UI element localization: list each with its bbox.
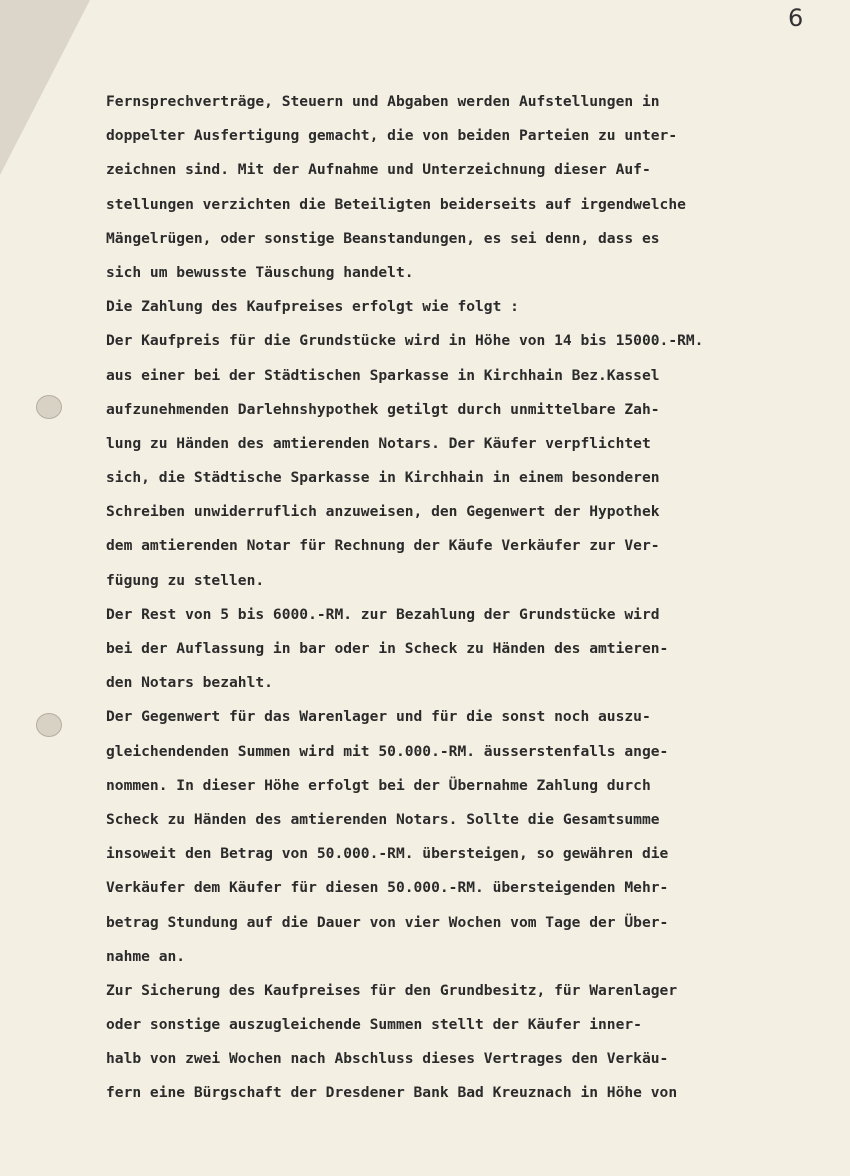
text-line: nahme an. bbox=[106, 947, 186, 965]
text-line: stellungen verzichten die Beteiligten beiderseits auf irgendwelche bbox=[106, 195, 686, 213]
text-line: bei der Auflassung in bar oder in Scheck zu Händen des amtieren- bbox=[106, 640, 669, 657]
text-line: Der Gegenwert für das Warenlager und für die sonst noch auszu- bbox=[106, 708, 651, 726]
text-line: doppelter Ausfertigung gemacht, die von beiden Parteien zu unter- bbox=[106, 127, 678, 145]
text-line: betrag Stundung auf die Dauer von vier Wochen vom Tage der Über- bbox=[106, 913, 669, 931]
text-line: Schreiben unwiderruflich anzuweisen, den Gegenwert der Hypothek bbox=[106, 503, 660, 521]
text-line: fügung zu stellen. bbox=[106, 571, 265, 589]
text-line: aus einer bei der Städtischen Sparkasse in Kirchhain Bez.Kassel bbox=[106, 366, 660, 384]
text-line: oder sonstige auszugleichende Summen stellt der Käufer inner- bbox=[106, 1016, 642, 1034]
text-line: fern eine Bürgschaft der Dresdener Bank Bad Kreuznach in Höhe von bbox=[106, 1084, 678, 1102]
text-line: nommen. In dieser Höhe erfolgt bei der Übernahme Zahlung durch bbox=[106, 776, 651, 794]
text-line: Die Zahlung des Kaufpreises erfolgt wie folgt : bbox=[106, 298, 519, 316]
text-line: gleichendenden Summen wird mit 50.000.-RM. äusserstenfalls ange- bbox=[106, 742, 669, 760]
folded-corner bbox=[0, 0, 90, 175]
text-line: dem amtierenden Notar für Rechnung der Käufe Verkäufer zur Ver- bbox=[106, 537, 660, 555]
text-line: aufzunehmenden Darlehnshypothek getilgt durch unmittelbare Zah- bbox=[106, 400, 660, 418]
text-line: Scheck zu Händen des amtierenden Notars. Sollte die Gesamtsumme bbox=[106, 810, 660, 828]
text-line: Fernsprechverträge, Steuern und Abgaben werden Aufstellungen in bbox=[106, 93, 660, 110]
text-line: lung zu Händen des amtierenden Notars. Der Käufer verpflichtet bbox=[106, 434, 651, 452]
text-line: zeichnen sind. Mit der Aufnahme und Unterzeichnung dieser Auf- bbox=[106, 161, 651, 179]
text-line: Verkäufer dem Käufer für diesen 50.000.-RM. übersteigenden Mehr- bbox=[106, 879, 669, 897]
punch-hole-top bbox=[36, 395, 62, 419]
text-line: Der Kaufpreis für die Grundstücke wird in Höhe von 14 bis 15000.-RM. bbox=[106, 332, 704, 350]
typed-contract-text bbox=[106, 85, 806, 1111]
text-line: Mängelrügen, oder sonstige Beanstandungen, es sei denn, dass es bbox=[106, 229, 660, 247]
text-line: Der Rest von 5 bis 6000.-RM. zur Bezahlung der Grundstücke wird bbox=[106, 605, 660, 623]
page-number: 6 bbox=[788, 4, 804, 32]
text-line: halb von zwei Wochen nach Abschluss dieses Vertrages den Verkäu- bbox=[106, 1050, 669, 1068]
text-line: sich um bewusste Täuschung handelt. bbox=[106, 263, 414, 281]
text-line: insoweit den Betrag von 50.000.-RM. übersteigen, so gewähren die bbox=[106, 845, 669, 863]
punch-hole-bottom bbox=[36, 713, 62, 737]
text-line: sich, die Städtische Sparkasse in Kirchhain in einem besonderen bbox=[106, 469, 660, 487]
text-line: Zur Sicherung des Kaufpreises für den Grundbesitz, für Warenlager bbox=[106, 981, 678, 999]
text-line: den Notars bezahlt. bbox=[106, 674, 273, 692]
